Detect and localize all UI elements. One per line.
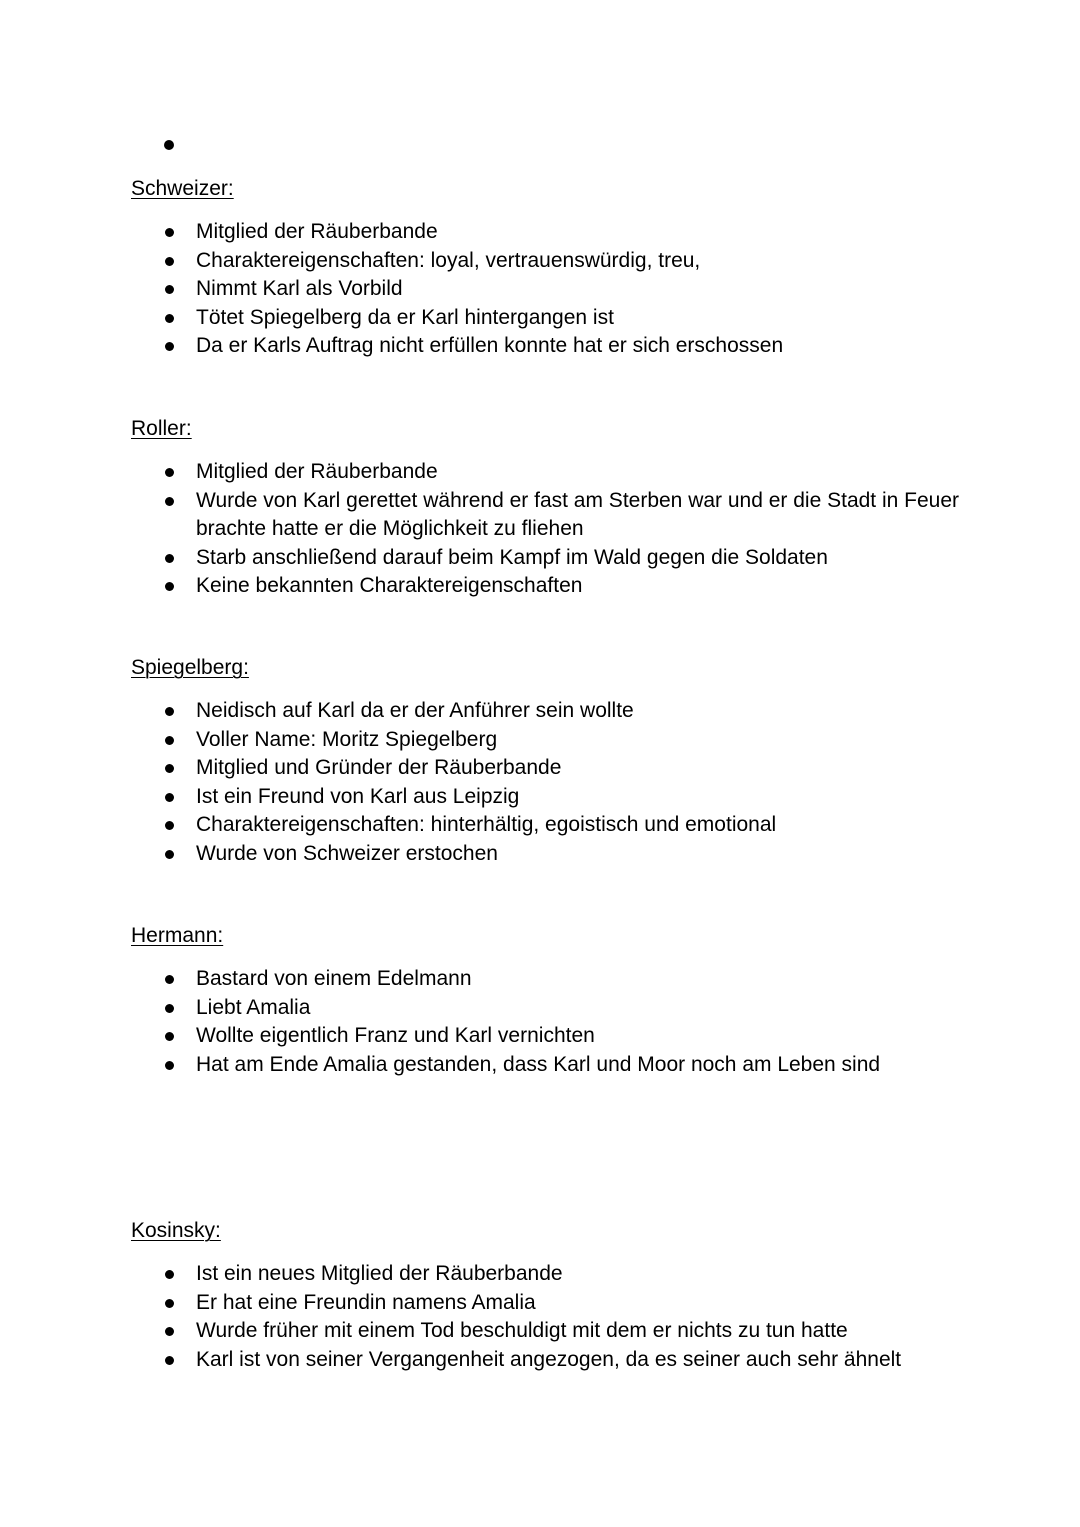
- list-item: [131, 840, 1011, 869]
- section-heading: Spiegelberg:: [131, 656, 249, 679]
- list-item: [131, 458, 1011, 487]
- section-hermann: [131, 923, 1011, 1079]
- list-item: [131, 304, 1011, 333]
- bullet-list: [131, 965, 1011, 1079]
- list-item: [131, 1346, 1011, 1375]
- bullet-icon: [165, 736, 174, 745]
- bullet-list: [131, 218, 1011, 361]
- list-item-text: Neidisch auf Karl da er der Anführer sein wollte: [196, 699, 634, 722]
- list-item-text: Mitglied der Räuberbande: [196, 460, 438, 483]
- list-item: [131, 1051, 1011, 1080]
- list-item-text: Mitglied der Räuberbande: [196, 220, 438, 243]
- section-spiegelberg: [131, 655, 1011, 869]
- section-heading: Kosinsky:: [131, 1219, 221, 1242]
- list-item: [131, 1022, 1011, 1051]
- bullet-icon: [165, 793, 174, 802]
- bullet-list: [131, 697, 1011, 869]
- bullet-icon: [165, 821, 174, 830]
- bullet-icon: [165, 342, 174, 351]
- list-item-text: Er hat eine Freundin namens Amalia: [196, 1290, 536, 1314]
- list-item: [131, 487, 1011, 544]
- list-item: [131, 332, 1011, 361]
- list-item-text: Hat am Ende Amalia gestanden, dass Karl und Moor noch am Leben sind: [196, 1052, 881, 1076]
- empty-bullet-point: [164, 140, 174, 150]
- list-item: [131, 994, 1011, 1023]
- bullet-icon: [165, 764, 174, 773]
- bullet-icon: [165, 1327, 174, 1336]
- list-item-text: Tötet Spiegelberg da er Karl hintergangen ist: [196, 305, 614, 329]
- list-item-text: Starb anschließend darauf beim Kampf im Wald gegen die Soldaten: [196, 545, 828, 569]
- section-schweizer: [131, 176, 1011, 361]
- section-heading: Hermann:: [131, 924, 224, 947]
- list-item-text: Wurde von Schweizer erstochen: [196, 841, 498, 865]
- list-item-text: Mitglied und Gründer der Räuberbande: [196, 756, 562, 780]
- list-item: [131, 218, 1011, 247]
- list-item-text: Da er Karls Auftrag nicht erfüllen konnte hat er sich erschossen: [196, 334, 784, 358]
- list-item-text: Bastard von einem Edelmann: [196, 967, 472, 990]
- bullet-list: [131, 458, 1011, 601]
- bullet-icon: [165, 1356, 174, 1365]
- list-item: [131, 572, 1011, 601]
- list-item: [131, 544, 1011, 573]
- bullet-icon: [165, 1032, 174, 1041]
- list-item: [131, 275, 1011, 304]
- list-item-text: Keine bekannten Charaktereigenschaften: [196, 574, 583, 598]
- bullet-icon: [165, 975, 174, 984]
- list-item-text: Wollte eigentlich Franz und Karl vernichten: [196, 1024, 595, 1048]
- list-item: [131, 1289, 1011, 1318]
- bullet-icon: [165, 257, 174, 266]
- bullet-icon: [165, 850, 174, 859]
- bullet-icon: [165, 1299, 174, 1308]
- bullet-icon: [165, 285, 174, 294]
- list-item: [131, 965, 1011, 994]
- list-item-text: Voller Name: Moritz Spiegelberg: [196, 727, 498, 751]
- bullet-icon: [165, 468, 174, 477]
- bullet-icon: [165, 1061, 174, 1070]
- list-item: [131, 811, 1011, 840]
- list-item-text: Wurde von Karl gerettet während er fast am Sterben war und er die Stadt in Feuer brachte hatte er die Möglichkeit zu fliehen: [196, 488, 960, 541]
- list-item: [131, 726, 1011, 755]
- section-heading: Roller:: [131, 417, 192, 440]
- section-kosinsky: [131, 1218, 1011, 1374]
- list-item: [131, 783, 1011, 812]
- list-item-text: Ist ein neues Mitglied der Räuberbande: [196, 1262, 563, 1285]
- list-item-text: Charaktereigenschaften: loyal, vertrauenswürdig, treu,: [196, 248, 701, 272]
- bullet-icon: [165, 228, 174, 237]
- bullet-list: [131, 1260, 1011, 1374]
- bullet-icon: [165, 1004, 174, 1013]
- bullet-icon: [165, 314, 174, 323]
- bullet-icon: [165, 1270, 174, 1279]
- section-heading: Schweizer:: [131, 177, 234, 200]
- bullet-icon: [165, 582, 174, 591]
- list-item-text: Wurde früher mit einem Tod beschuldigt mit dem er nichts zu tun hatte: [196, 1319, 848, 1343]
- list-item: [131, 247, 1011, 276]
- list-item: [131, 1317, 1011, 1346]
- list-item-text: Ist ein Freund von Karl aus Leipzig: [196, 784, 520, 808]
- list-item-text: Liebt Amalia: [196, 995, 311, 1019]
- list-item: [131, 697, 1011, 726]
- list-item: [131, 754, 1011, 783]
- bullet-icon: [165, 554, 174, 563]
- list-item-text: Nimmt Karl als Vorbild: [196, 277, 403, 301]
- bullet-icon: [165, 497, 174, 506]
- section-roller: [131, 416, 1011, 601]
- bullet-icon: [165, 707, 174, 716]
- list-item-text: Karl ist von seiner Vergangenheit angezogen, da es seiner auch sehr ähnelt: [196, 1347, 902, 1371]
- list-item: [131, 1260, 1011, 1289]
- list-item-text: Charaktereigenschaften: hinterhältig, egoistisch und emotional: [196, 813, 777, 837]
